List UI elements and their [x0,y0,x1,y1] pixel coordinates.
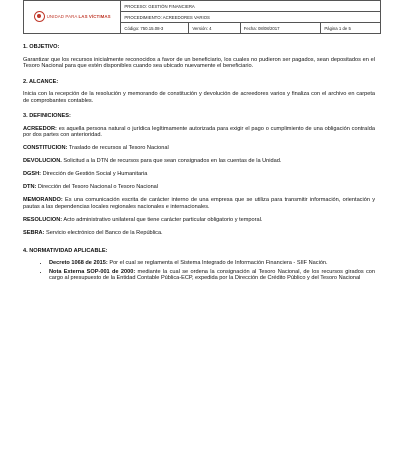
normatividad-title: 4. NORMATIVIDAD APLICABLE: [23,247,108,254]
norm-term: Decreto 1068 de 2015: [49,260,108,266]
definition-item [23,217,375,224]
definition-term: DGSH: [23,171,42,177]
definition-text: Acto administrativo unilateral que tiene carácter particular obligatorio y temporal. [62,216,263,223]
norm-text: Por el cual se reglamenta el Sistema Integrado de Información Financiera - SIIF Nación. [107,260,328,266]
definiciones-title: 3. DEFINICIONES: [23,113,71,119]
definition-text: Dirección de Gestión Social y Humanitaria [41,171,148,177]
objetivo-title: 1. OBJETIVO: [23,44,60,50]
definition-term: DEVOLUCION. [23,158,62,164]
definition-term: DTN: [23,184,37,190]
document-body [23,44,375,284]
alcance-title: 2. ALCANCE: [23,78,59,85]
procedimiento-cell: PROCEDIMIENTO: ACREEDORES VARIOS [121,12,381,23]
proceso-cell: PROCESO: GESTIÓN FINANCIERA [121,1,381,12]
normatividad-list [23,260,375,282]
norm-term: Nota Externa SOP-001 de 2000: [49,268,136,275]
definition-text: Dirección del Tesoro Nacional o Tesoro Nacional [36,184,159,190]
alcance-text: Inicia con la recepción de la resolución y memorando de constitución y devolución de acreedores varios y finaliza con el archivo en carpeta de comprobantes contables. [23,91,375,104]
definition-term: RESOLUCION: [23,216,63,223]
definition-text: es aquella persona natural o jurídica legítimamente autorizada para exigir el pago o cumplimiento de una obligación contraída por dos partes con anterioridad. [23,125,375,138]
objetivo-text: Garantizar que los recursos inicialmente reconocidos a favor de un beneficiario, los cuales no pudieron ser pagados, sean depositados en el Tesoro Nacional para que estén disponibles cuando sea ubicado nuevamente el beneficiario. [23,56,375,69]
normatividad-item [49,269,375,282]
document-header-table [23,0,381,34]
unidad-victimas-logo [34,11,111,22]
logo-seal-icon [34,11,45,22]
logo-cell [24,1,121,34]
normatividad-item [49,260,375,267]
codigo-cell: Código: 750.15.08-3 [121,23,189,34]
definition-text: Es una comunicación escrita de carácter interno de una empresa que se utiliza para transmitir información, orientación y pautas a las dependencias locales regionales nacionales e internacionales. [23,197,375,210]
definition-text: Solicitud a la DTN de recursos para que sean consignados en las cuentas de la Unidad. [61,158,282,164]
definition-item [23,197,375,210]
definition-item [23,230,375,237]
definition-item [23,184,375,191]
logo-text: UNIDAD PARA LAS VÍCTIMAS [46,14,111,19]
fecha-cell: Fecha: 08/08/2017 [240,23,321,34]
version-cell: Versión: 4 [189,23,240,34]
definition-item [23,145,375,152]
definition-term: SEBRA: [23,229,45,236]
definition-item [23,126,375,139]
definition-term: CONSTITUCION: [23,145,68,151]
norm-text: mediante la cual se ordena la consignación al Tesoro Nacional, de los recursos girados con cargo al presupuesto de la Entidad Contable Pública-ECP, expedida por la Dirección de Crédito Público y del Tesoro Nacional [49,268,375,281]
definition-text: Servicio electrónico del Banco de la República. [44,229,163,236]
pagina-cell: Página 1 de 5 [321,23,381,34]
definition-term: ACREEDOR: [23,125,57,132]
definition-item [23,158,375,165]
definition-term: MEMORANDO: [23,197,63,203]
definition-item [23,171,375,178]
definition-text: Traslado de recursos al Tesoro Nacional [67,145,169,151]
